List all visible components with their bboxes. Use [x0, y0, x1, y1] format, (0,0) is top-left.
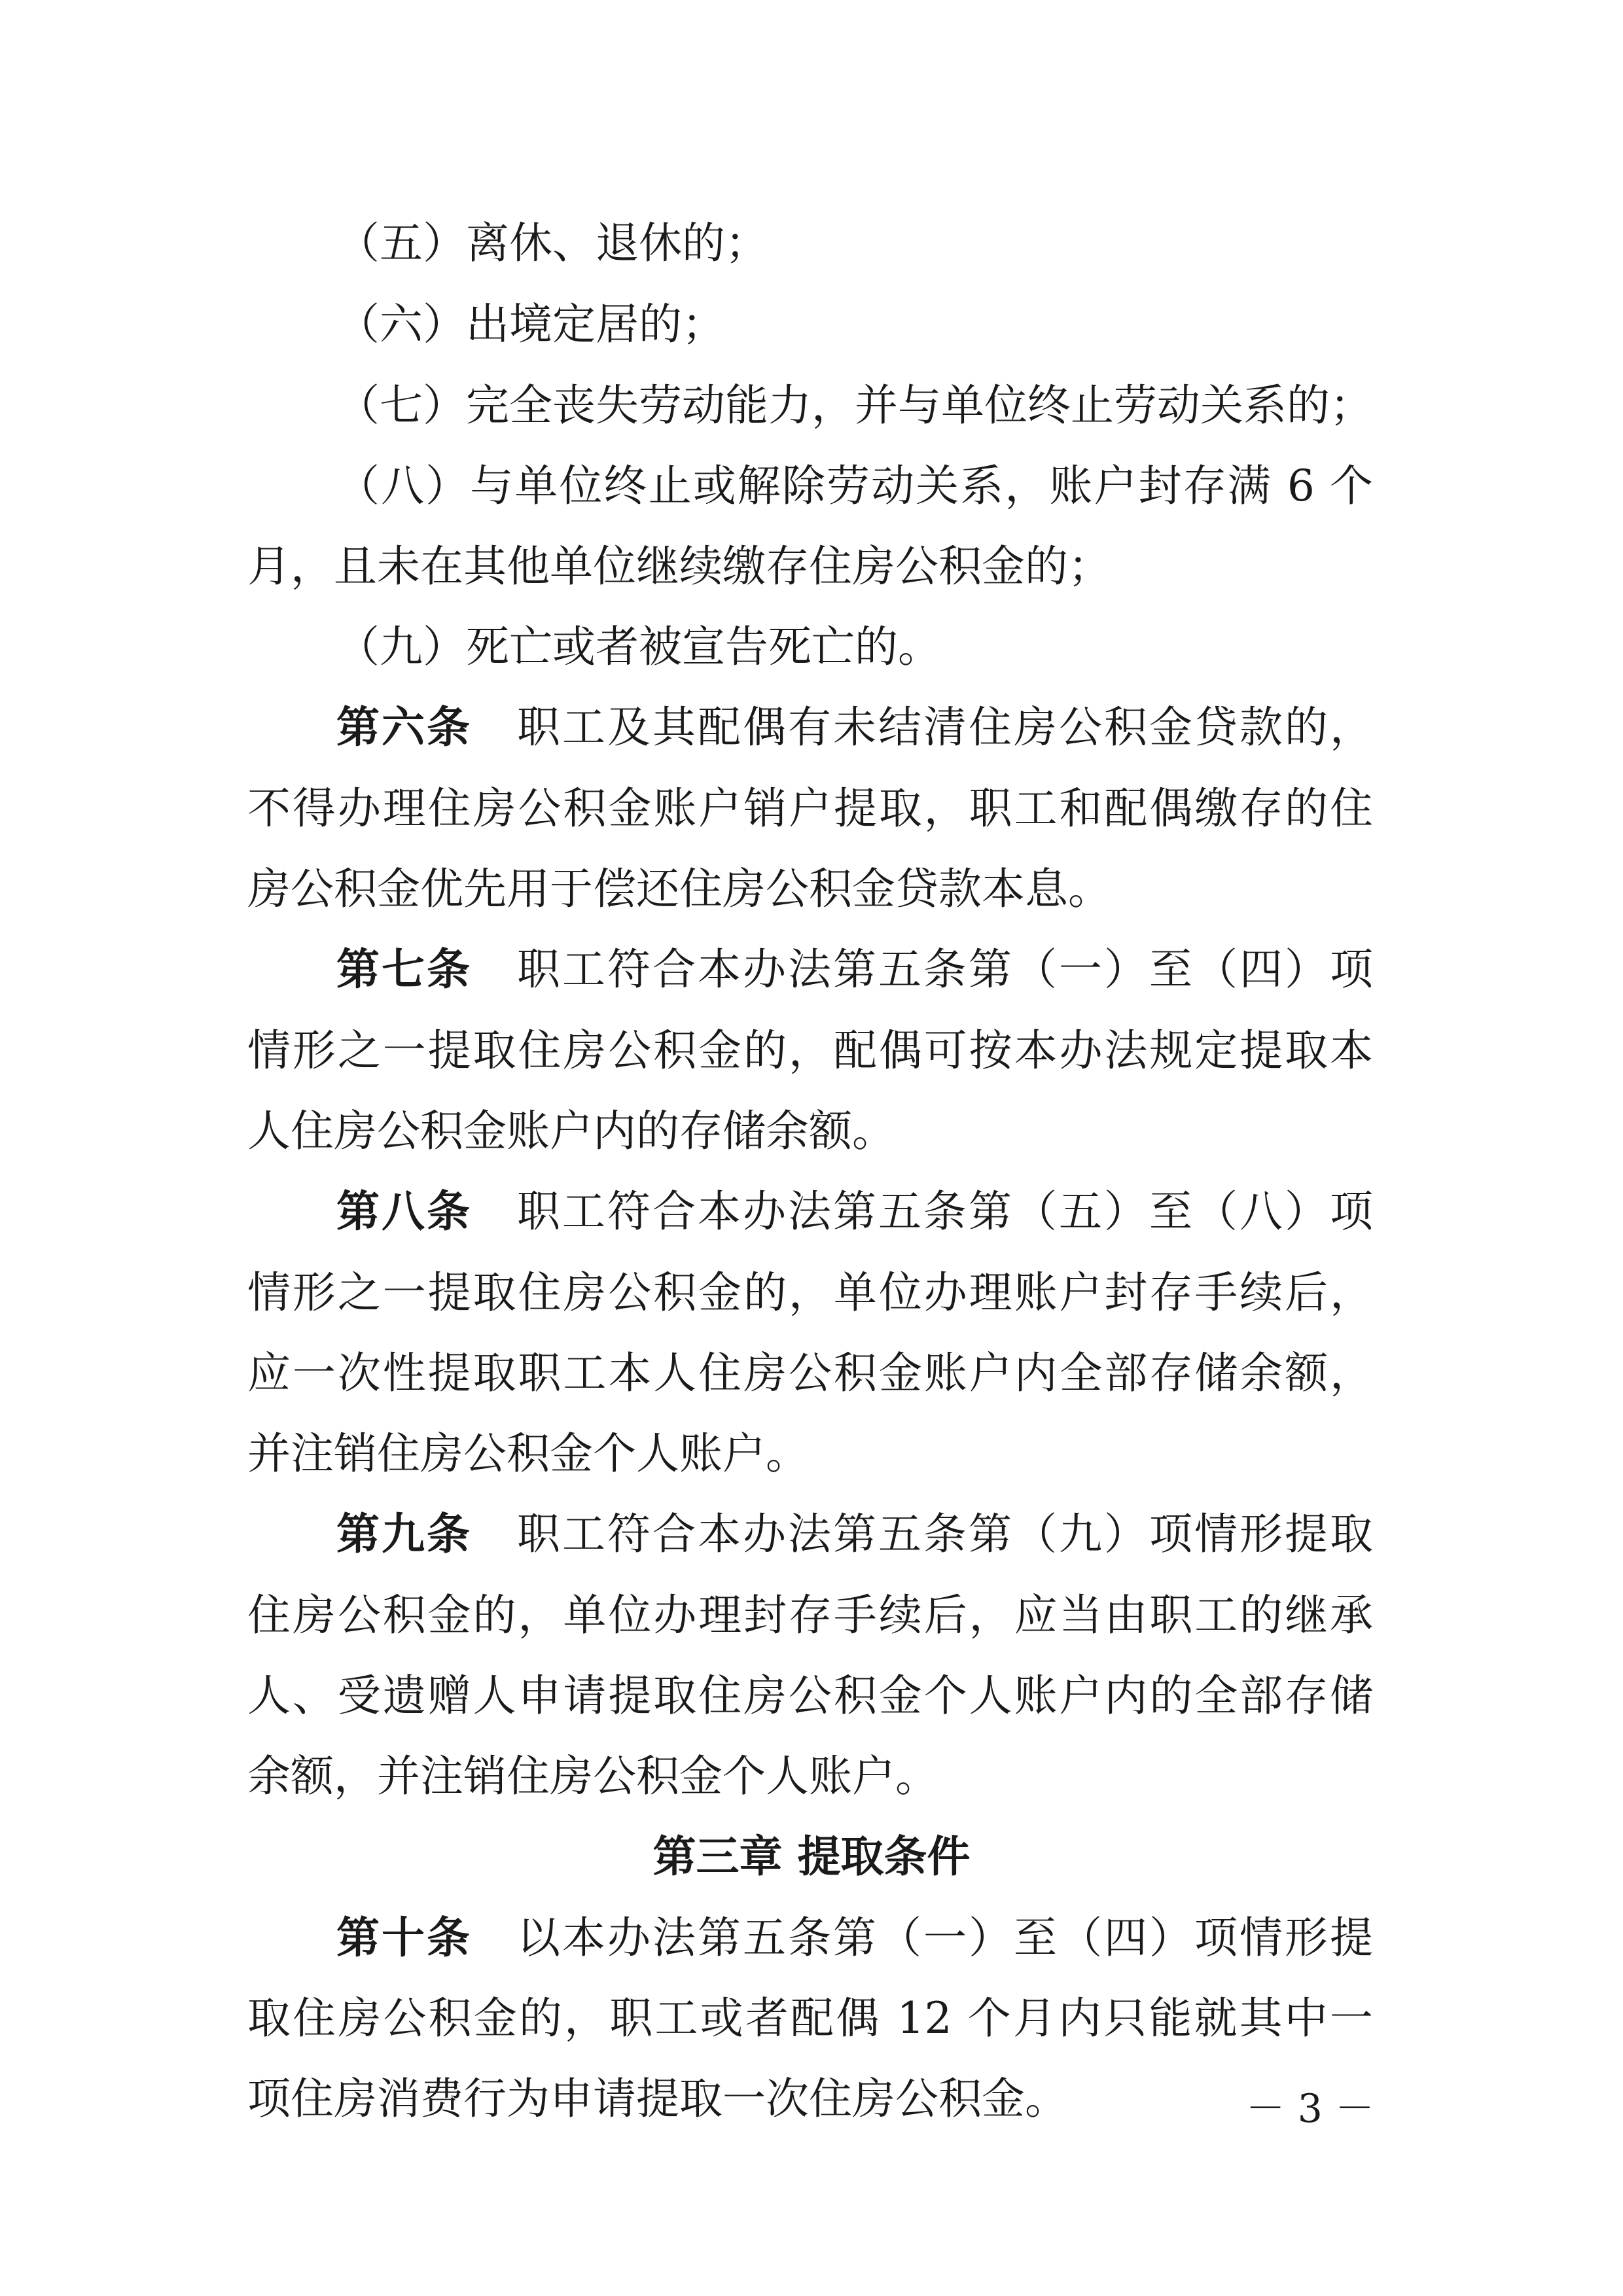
article-10-line-1: [336, 1907, 1373, 1969]
chapter-heading: 第三章 提取条件: [652, 1831, 971, 1882]
article-9-line-4: 余额，并注销住房公积金个人账户。: [247, 1751, 938, 1801]
article-8-title: 第八条: [336, 1186, 472, 1237]
article-6-line-1: [336, 696, 1373, 759]
article-6-text: 职工及其配偶有未结清住房公积金贷款的，: [515, 702, 1373, 752]
list-item-5: （五）离休、退休的；: [336, 218, 768, 268]
article-10-line-3: 项住房消费行为申请提取一次住房公积金。: [247, 2074, 1068, 2124]
article-7-line-2: 情形之一提取住房公积金的，配偶可按本办法规定提取本: [247, 1025, 1373, 1076]
list-item-8-line-1: （八）与单位终止或解除劳动关系，账户封存满 6 个: [336, 461, 1373, 511]
article-9-line-1: [336, 1503, 1373, 1566]
article-8-line-2: 情形之一提取住房公积金的，单位办理账户封存手续后，: [247, 1267, 1373, 1318]
article-8-line-1: [336, 1180, 1373, 1243]
article-8-text: 职工符合本办法第五条第（五）至（八）项: [515, 1186, 1373, 1237]
article-7-line-3: 人住房公积金账户内的存储余额。: [247, 1106, 895, 1156]
list-item-8-line-2: 月，且未在其他单位继续缴存住房公积金的；: [247, 541, 1111, 592]
list-item-9: （九）死亡或者被宣告死亡的。: [336, 622, 941, 672]
list-item-7: （七）完全丧失劳动能力，并与单位终止劳动关系的；: [336, 380, 1373, 431]
article-6-title: 第六条: [336, 702, 472, 752]
article-9-title: 第九条: [336, 1509, 472, 1559]
article-10-line-2: 取住房公积金的，职工或者配偶 12 个月内只能就其中一: [247, 1993, 1373, 2043]
article-10-title: 第十条: [336, 1913, 472, 1963]
article-6-line-3: 房公积金优先用于偿还住房公积金贷款本息。: [247, 864, 1111, 914]
article-9-text: 职工符合本办法第五条第（九）项情形提取: [515, 1509, 1373, 1559]
page-number: － 3 －: [1245, 2086, 1374, 2132]
article-9-line-3: 人、受遗赠人申请提取住房公积金个人账户内的全部存储: [247, 1670, 1373, 1721]
article-8-line-4: 并注销住房公积金个人账户。: [247, 1428, 809, 1479]
article-6-line-2: 不得办理住房公积金账户销户提取，职工和配偶缴存的住: [247, 783, 1373, 834]
article-7-text: 职工符合本办法第五条第（一）至（四）项: [515, 944, 1373, 995]
article-10-text: 以本办法第五条第（一）至（四）项情形提: [515, 1913, 1373, 1963]
article-8-line-3: 应一次性提取职工本人住房公积金账户内全部存储余额，: [247, 1348, 1373, 1398]
list-item-6: （六）出境定居的；: [336, 299, 725, 349]
article-9-line-2: 住房公积金的，单位办理封存手续后，应当由职工的继承: [247, 1590, 1373, 1640]
article-7-title: 第七条: [336, 944, 472, 995]
article-7-line-1: [336, 938, 1373, 1001]
